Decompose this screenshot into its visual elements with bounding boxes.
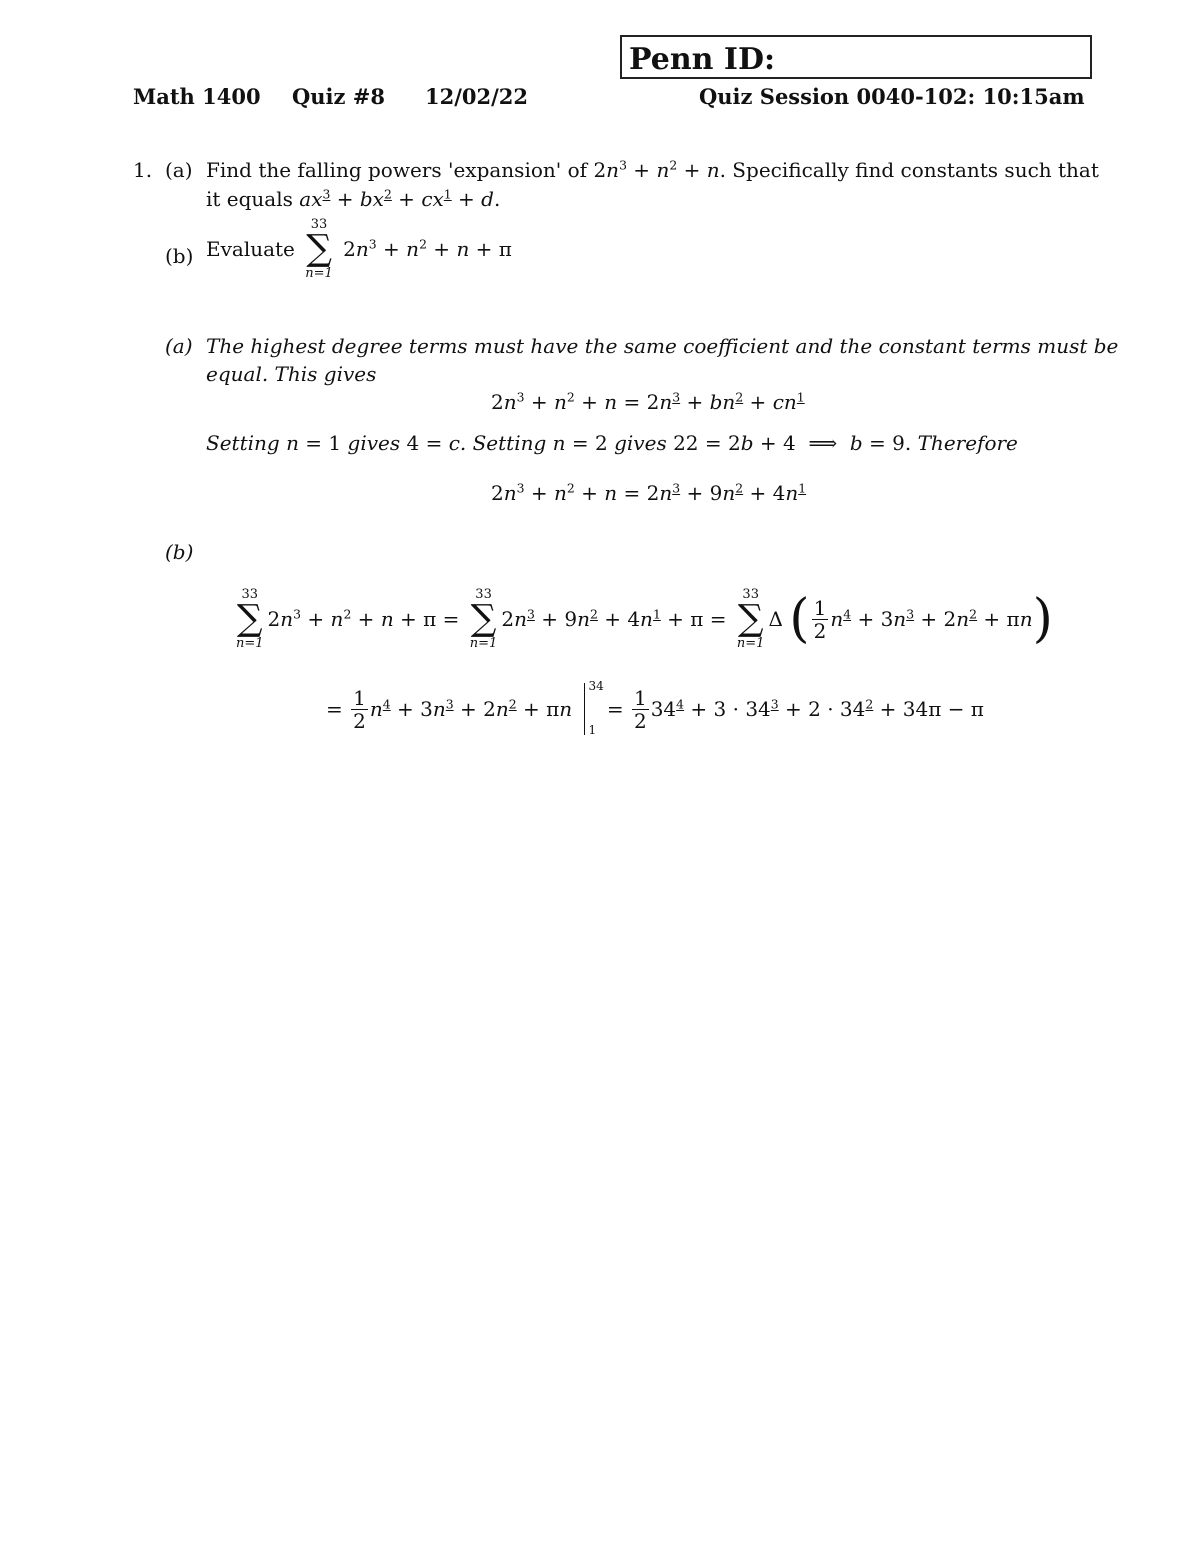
equation-general-form: $2n^3 + n^2 + n = 2n^3 + bn^2 + cn^1$: [491, 389, 805, 414]
problem-b-summand: $2n^3 + n^2 + n + \pi$: [343, 236, 512, 261]
sum-lower-limit: n=1: [305, 266, 333, 281]
course-name: Math 1400: [133, 84, 261, 109]
problem-number: 1.: [133, 158, 153, 182]
problem-a-text-start: Find the falling powers 'expansion' of: [206, 158, 588, 182]
solution-a-label: (a): [165, 334, 193, 358]
quiz-number: Quiz #8: [292, 84, 385, 109]
problem-a-line2: [206, 187, 500, 211]
setting-text-1: Setting: [206, 431, 280, 455]
gives-text-2: gives: [614, 431, 667, 455]
penn-id-box: [620, 35, 1092, 79]
problem-b-text: Evaluate: [206, 237, 295, 261]
solution-b-label: (b): [165, 540, 194, 564]
solution-a-line1: The highest degree terms must have the same coefficient and the constant terms must be: [206, 334, 1119, 358]
therefore-text: Therefore: [917, 431, 1018, 455]
quiz-date: 12/02/22: [425, 84, 529, 109]
problem-a-polynomial: $2n^3 + n^2 + n$: [593, 157, 720, 182]
evaluation-equation: = $\frac{1}{2}$ $n^4 + 3n^3 + 2n^2 + \pi n$ 34 1 = $\frac{1}{2}$ $34^4 + 3 \cdot 34^3 + 2 \cdot 34^2 + 34\pi - \pi$: [326, 679, 984, 737]
problem-a-text-mid: . Specifically find constants such that: [719, 158, 1099, 182]
gives-text-1: gives: [347, 431, 401, 455]
evaluation-bar: [582, 679, 604, 737]
summation-equation: 33 ∑ n=1 $2n^3 + n^2 + n + \pi$ = 33 ∑ n=1 $2n^3 + 9n^2 + 4n^1 + \pi$ = 33 ∑ n=1 Δ ( $\frac{1}{2}$ $n^4 + 3n^3 + 2n^2 + \pi n$): [236, 587, 1053, 651]
quiz-session: Quiz Session 0040-102: 10:15am: [699, 84, 1085, 109]
problem-b-line: [206, 218, 512, 280]
problem-b-label: (b): [165, 244, 194, 268]
problem-a-text-line2: it equals: [206, 187, 293, 211]
solution-a-setting-line: Setting n = 1 gives 4 = c. Setting n = 2 gives 22 = 2b + 4 ⟹ b = 9. Therefore: [206, 431, 1018, 455]
sum-symbol-3: 33 ∑ n=1: [736, 587, 765, 651]
problem-a-line1: [206, 158, 1099, 182]
penn-id-label: Penn ID:: [629, 42, 776, 77]
sum-symbol-2: 33 ∑ n=1: [469, 587, 498, 651]
problem-a-label: (a): [165, 158, 193, 182]
eval-lower-limit: 1: [588, 723, 597, 737]
sum-symbol-1: 33 ∑ n=1: [236, 587, 264, 651]
solution-a-line2: equal. This gives: [206, 362, 377, 386]
problem-a-falling-form: $ax^3 + bx^2 + cx^1 + d$.: [299, 186, 501, 211]
eval-upper-limit: 34: [588, 679, 604, 693]
sum-symbol: 33 ∑ n=1: [305, 217, 333, 281]
setting-text-2: . Setting: [459, 431, 547, 455]
sum-upper-limit: 33: [310, 217, 328, 232]
equation-solved-form: $2n^3 + n^2 + n = 2n^3 + 9n^2 + 4n^1$: [491, 480, 807, 505]
